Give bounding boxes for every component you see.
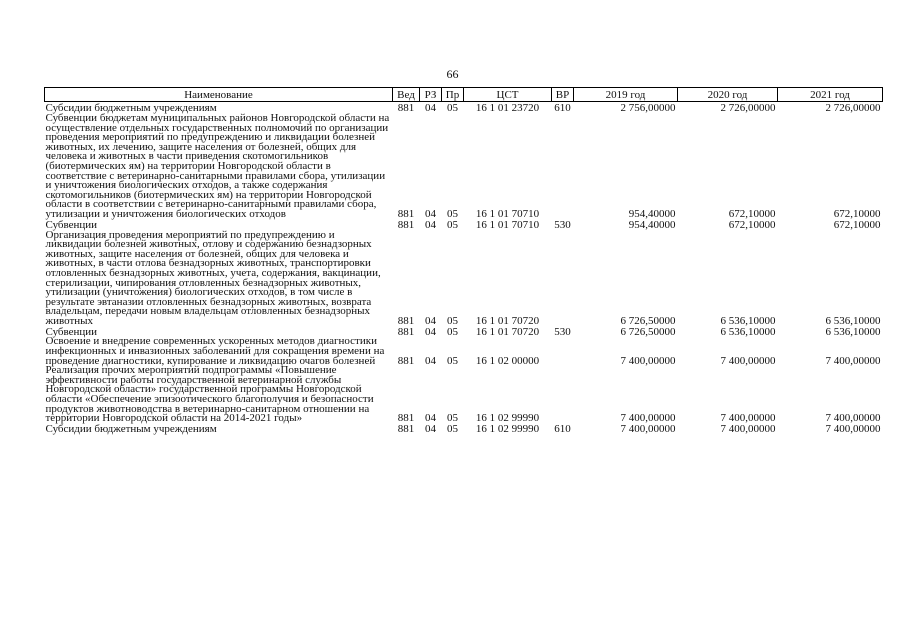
row-2020: 2 726,00000 xyxy=(720,102,776,115)
row-vr xyxy=(552,337,574,366)
table-row xyxy=(45,366,883,424)
row-ved: 881 xyxy=(397,325,415,338)
row-2021: 2 726,00000 xyxy=(825,102,881,115)
row-2021: 6 536,10000 xyxy=(825,314,881,327)
row-rz: 04 xyxy=(425,423,436,436)
header-ved: Вед xyxy=(393,88,420,102)
row-rz: 04 xyxy=(425,314,436,327)
row-vr xyxy=(552,366,574,424)
row-ved: 881 xyxy=(397,354,415,367)
row-cst: 16 1 01 70710 xyxy=(475,218,540,231)
table-row xyxy=(45,114,883,220)
page-number: 66 xyxy=(446,67,459,81)
row-ved: 881 xyxy=(397,207,415,220)
row-cst: 16 1 02 00000 xyxy=(475,354,540,367)
row-2020: 7 400,00000 xyxy=(720,423,776,436)
header-2021: 2021 год xyxy=(778,88,883,102)
table-row xyxy=(45,231,883,327)
row-cst: 16 1 01 23720 xyxy=(475,102,540,115)
row-ved: 881 xyxy=(397,102,415,115)
header-name: Наименование xyxy=(45,88,393,102)
header-cst: ЦСТ xyxy=(464,88,552,102)
row-vr: 610 xyxy=(554,102,571,115)
row-pr: 05 xyxy=(447,423,458,436)
row-2020: 672,10000 xyxy=(728,218,776,231)
row-2021: 672,10000 xyxy=(833,207,881,220)
row-rz: 04 xyxy=(425,412,436,425)
row-pr: 05 xyxy=(447,207,458,220)
row-name: Освоение и внедрение современных ускоренных методов диагностики инфекционных и инвазионных заболеваний для сокращения времени на проведение диагностики, купирование и ликвидацию очагов болезней xyxy=(45,335,385,367)
row-2020: 6 536,10000 xyxy=(720,314,776,327)
row-rz: 04 xyxy=(425,218,436,231)
header-row xyxy=(45,88,883,102)
row-2021: 7 400,00000 xyxy=(825,412,881,425)
row-2019: 7 400,00000 xyxy=(620,423,676,436)
row-2021: 6 536,10000 xyxy=(825,325,881,338)
table-row xyxy=(45,337,883,366)
row-vr xyxy=(552,231,574,327)
row-pr: 05 xyxy=(447,218,458,231)
row-cst: 16 1 01 70710 xyxy=(475,207,540,220)
row-rz: 04 xyxy=(425,325,436,338)
row-2019: 954,40000 xyxy=(628,218,676,231)
row-2019: 6 726,50000 xyxy=(620,325,676,338)
row-ved: 881 xyxy=(397,314,415,327)
row-2020: 7 400,00000 xyxy=(720,412,776,425)
row-pr: 05 xyxy=(447,354,458,367)
row-cst: 16 1 02 99990 xyxy=(475,412,540,425)
row-2020: 7 400,00000 xyxy=(720,354,776,367)
budget-table xyxy=(44,87,883,435)
header-rz: РЗ xyxy=(420,88,442,102)
row-2020: 6 536,10000 xyxy=(720,325,776,338)
row-2021: 672,10000 xyxy=(833,218,881,231)
row-name: Субвенции бюджетам муниципальных районов Новгородской области на осуществление отдельных государственных полномочий по организации проведения мероприятий по предупреждению и ликвидации болезней животных, их лечению, защите населения от болезней, общих для человека и животных в части приведения скотомогильников (биотермических ям) на территории Новгородской области в соответствие с ветеринарно-санитарными правилами сбора, утилизации и уничтожения биологических отходов, а также содержания скотомогильников (биотермических ям) на территории Новгородской области в соответствии с ветеринарно-санитарными правилами сбора, утилизации и уничтожения биологических отходов xyxy=(45,112,390,220)
row-2019: 2 756,00000 xyxy=(620,102,676,115)
row-ved: 881 xyxy=(397,412,415,425)
row-name: Субвенции xyxy=(45,325,98,338)
row-2021: 7 400,00000 xyxy=(825,423,881,436)
row-ved: 881 xyxy=(397,423,415,436)
row-vr xyxy=(552,114,574,220)
table-row xyxy=(45,424,883,435)
row-name: Субсидии бюджетным учреждениям xyxy=(45,102,217,115)
row-pr: 05 xyxy=(447,102,458,115)
row-2019: 6 726,50000 xyxy=(620,314,676,327)
row-name: Субсидии бюджетным учреждениям xyxy=(45,423,217,436)
row-2019: 7 400,00000 xyxy=(620,354,676,367)
row-name: Реализация прочих мероприятий подпрограммы «Повышение эффективности работы государственной ветеринарной службы Новгородской области» государственной программы Новгородской области «Обеспечение эпизоотического благополучия и безопасности продуктов животноводства в ветеринарно-санитарном отношении на территории Новгородской области на 2014-2021 годы» xyxy=(45,364,374,425)
row-name: Субвенции xyxy=(45,218,98,231)
row-pr: 05 xyxy=(447,412,458,425)
header-2019: 2019 год xyxy=(574,88,678,102)
row-vr: 530 xyxy=(554,325,571,338)
row-name: Организация проведения мероприятий по предупреждению и ликвидации болезней животных, отлову и содержанию безнадзорных животных, защите населения от болезней, общих для человека и животных, в части отлова безнадзорных животных, транспортировки отловленных безнадзорных животных, учета, содержания, вакцинации, стерилизации, чипирования отловленных безнадзорных животных, утилизации (уничтожения) биологических отходов, в том числе в результате эвтаназии отловленных безнадзорных животных, возврата владельцам, передачи новым владельцам отловленных безнадзорных животных xyxy=(45,228,381,327)
row-2019: 7 400,00000 xyxy=(620,412,676,425)
row-2020: 672,10000 xyxy=(728,207,776,220)
row-2019: 954,40000 xyxy=(628,207,676,220)
row-vr: 530 xyxy=(554,218,571,231)
header-vr: ВР xyxy=(552,88,574,102)
header-pr: Пр xyxy=(442,88,464,102)
row-vr: 610 xyxy=(554,423,571,436)
row-pr: 05 xyxy=(447,325,458,338)
row-cst: 16 1 02 99990 xyxy=(475,423,540,436)
row-rz: 04 xyxy=(425,207,436,220)
row-rz: 04 xyxy=(425,102,436,115)
header-2020: 2020 год xyxy=(678,88,778,102)
row-ved: 881 xyxy=(397,218,415,231)
row-rz: 04 xyxy=(425,354,436,367)
row-pr: 05 xyxy=(447,314,458,327)
row-cst: 16 1 01 70720 xyxy=(475,325,540,338)
row-2021: 7 400,00000 xyxy=(825,354,881,367)
row-cst: 16 1 01 70720 xyxy=(475,314,540,327)
